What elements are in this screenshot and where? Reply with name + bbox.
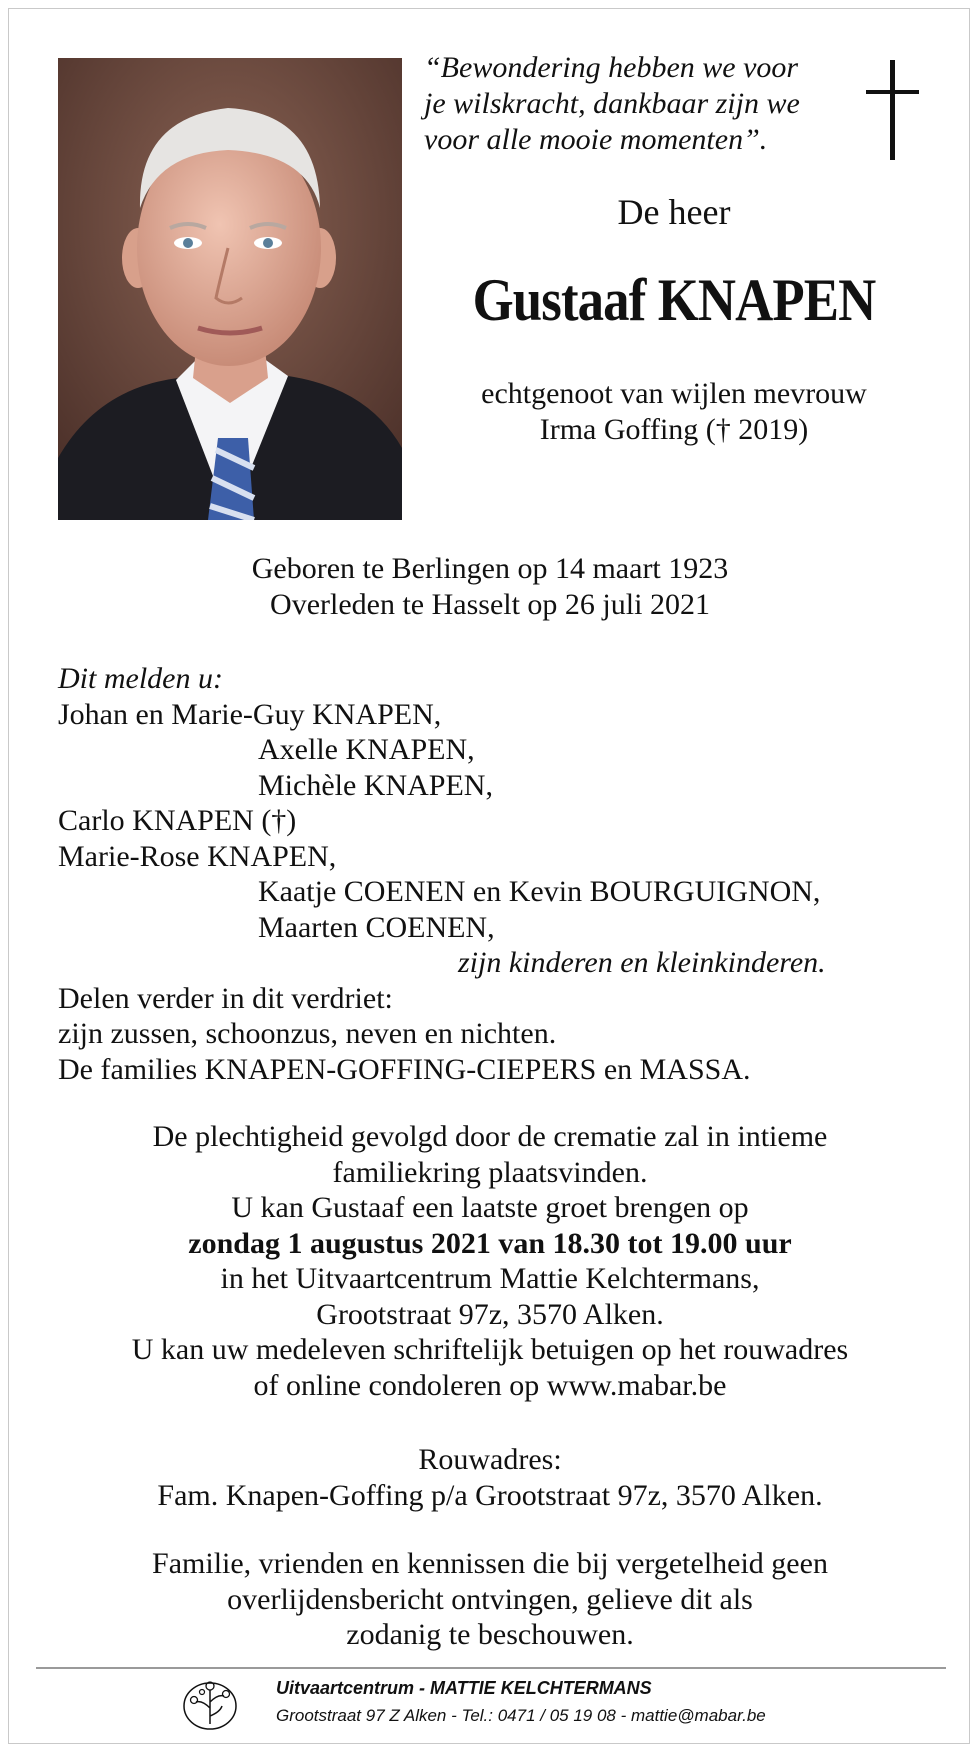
ceremony-line: U kan uw medeleven schriftelijk betuigen op het rouwadres <box>131 1333 849 1366</box>
family-line: Johan en Marie-Guy KNAPEN, <box>58 697 442 731</box>
extended-family-line: De families KNAPEN-GOFFING-CIEPERS en MASSA. <box>58 1052 751 1086</box>
closing-line: Familie, vrienden en kennissen die bij vergetelheid geen <box>152 1547 828 1580</box>
family-line: Michèle KNAPEN, <box>258 768 493 802</box>
mourning-address <box>0 1442 980 1514</box>
cross-icon <box>864 60 924 160</box>
ceremony-line: U kan Gustaaf een laatste groet brengen op <box>231 1191 749 1224</box>
ceremony-line: familiekring plaatsvinden. <box>332 1155 648 1189</box>
family-line: Carlo KNAPEN (†) <box>58 804 297 837</box>
flower-icon <box>180 1672 240 1732</box>
family-line: Marie-Rose KNAPEN, <box>58 839 337 873</box>
family-list <box>58 661 938 1087</box>
address-text: Fam. Knapen-Goffing p/a Grootstraat 97z, 3570 Alken. <box>157 1479 823 1512</box>
family-line: Kaatje COENEN en Kevin BOURGUIGNON, <box>258 875 821 908</box>
family-line: Maarten COENEN, <box>258 910 495 944</box>
family-line: zijn kinderen en kleinkinderen. <box>458 946 826 979</box>
footer-divider <box>36 1667 946 1669</box>
visitation-datetime: zondag 1 augustus 2021 van 18.30 tot 19.00 uur <box>188 1226 792 1260</box>
quote-line: voor alle mooie momenten”. <box>424 123 768 156</box>
life-dates <box>0 551 980 623</box>
salutation: De heer <box>617 192 731 232</box>
death-line: Overleden te Hasselt op 26 juli 2021 <box>270 588 710 621</box>
quote-line: je wilskracht, dankbaar zijn we <box>424 87 800 120</box>
family-line: Axelle KNAPEN, <box>258 733 475 766</box>
ceremony-line: Grootstraat 97z, 3570 Alken. <box>316 1297 664 1331</box>
ceremony-line: of online condoleren op www.mabar.be <box>253 1368 727 1402</box>
extended-family-line: Delen verder in dit verdriet: <box>58 981 393 1015</box>
deceased-name: Gustaaf KNAPEN <box>472 267 876 333</box>
memorial-quote <box>424 50 864 158</box>
closing-line: zodanig te beschouwen. <box>346 1618 634 1651</box>
closing-line: overlijdensbericht ontvingen, gelieve dit als <box>227 1582 753 1616</box>
closing-note <box>30 1546 950 1653</box>
announcement-intro: Dit melden u: <box>58 662 223 695</box>
spouse-info <box>424 376 924 448</box>
address-label: Rouwadres: <box>418 1443 562 1476</box>
quote-line: “Bewondering hebben we voor <box>424 51 799 84</box>
extended-family-line: zijn zussen, schoonzus, neven en nichten. <box>58 1017 557 1050</box>
funeral-home-name: Uitvaartcentrum - MATTIE KELCHTERMANS <box>276 1678 652 1698</box>
ceremony-info <box>30 1119 950 1403</box>
ceremony-line: De plechtigheid gevolgd door de crematie zal in intieme <box>152 1120 828 1153</box>
birth-line: Geboren te Berlingen op 14 maart 1923 <box>251 552 729 585</box>
funeral-home-contact: Grootstraat 97 Z Alken - Tel.: 0471 / 05 19 08 - mattie@mabar.be <box>276 1706 766 1725</box>
spouse-line: echtgenoot van wijlen mevrouw <box>481 377 867 410</box>
ceremony-line: in het Uitvaartcentrum Mattie Kelchtermans, <box>220 1262 760 1295</box>
spouse-line: Irma Goffing († 2019) <box>539 413 809 446</box>
portrait-photo <box>58 58 402 520</box>
